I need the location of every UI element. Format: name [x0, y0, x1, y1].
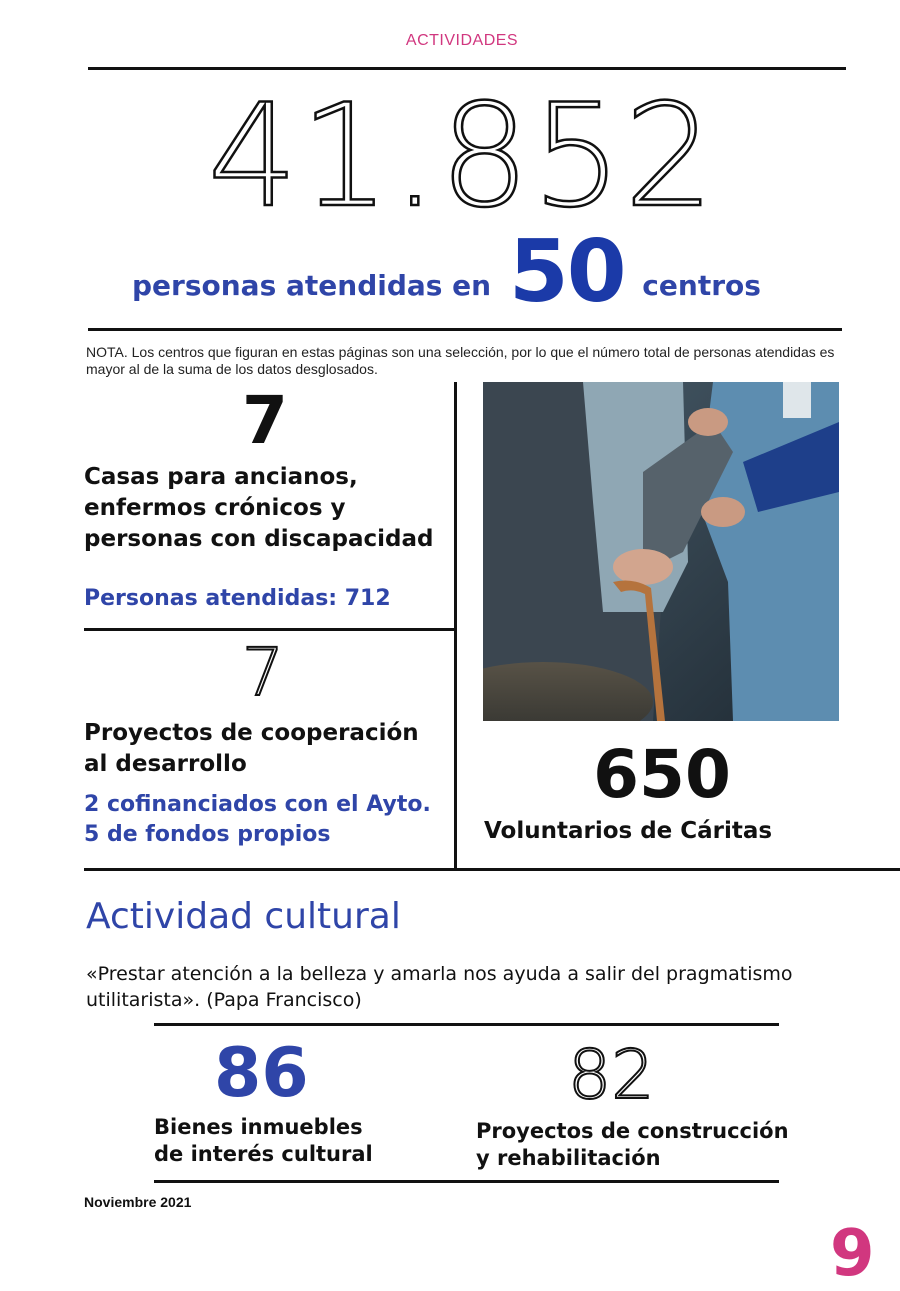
- centers-number: 50: [508, 222, 625, 322]
- heritage-number: 86: [214, 1034, 309, 1113]
- houses-title-line: enfermos crónicos y: [84, 495, 346, 521]
- culture-top-rule: [154, 1023, 779, 1026]
- heritage-label-line: Bienes inmuebles: [154, 1115, 363, 1139]
- volunteers-number: 650: [593, 736, 731, 813]
- projects-number: 82: [568, 1036, 655, 1115]
- culture-quote: [86, 961, 846, 1013]
- quote-line: utilitarista». (Papa Francisco): [86, 989, 362, 1011]
- projects-label: [476, 1118, 789, 1172]
- footer-date: Noviembre 2021: [84, 1194, 192, 1210]
- cooperation-title-line: Proyectos de cooperación: [84, 720, 419, 746]
- page-number: 9: [830, 1217, 875, 1291]
- projects-label-line: Proyectos de construcción: [476, 1119, 789, 1143]
- volunteers-label: Voluntarios de Cáritas: [484, 818, 773, 844]
- houses-title-line: personas con discapacidad: [84, 526, 434, 552]
- cooperation-number: 7: [242, 634, 284, 711]
- cooperation-detail-line: 5 de fondos propios: [84, 822, 331, 847]
- header-rule: [88, 67, 846, 70]
- block-divider: [84, 628, 456, 631]
- culture-title: Actividad cultural: [86, 896, 401, 937]
- houses-title-line: Casas para ancianos,: [84, 464, 358, 490]
- elderly-care-photo: [483, 382, 839, 721]
- people-attended-subtitle: [132, 222, 832, 322]
- subtitle-after: centros: [642, 269, 761, 302]
- section-label: ACTIVIDADES: [405, 32, 519, 49]
- subtitle-rule: [88, 328, 842, 331]
- heritage-label: [154, 1114, 373, 1168]
- culture-bottom-rule: [154, 1180, 779, 1183]
- photo-illustration: [483, 382, 839, 721]
- total-people-number: 41.852: [207, 74, 717, 239]
- note-text: NOTA. Los centros que figuran en estas páginas son una selección, por lo que el número total de personas atendidas es mayor al de la suma de los datos desglosados.: [86, 344, 835, 377]
- houses-detail: Personas atendidas: 712: [84, 586, 391, 611]
- projects-label-line: y rehabilitación: [476, 1146, 661, 1170]
- houses-number: 7: [242, 382, 288, 459]
- subtitle-before: personas atendidas en: [132, 269, 492, 302]
- cooperation-title: [84, 718, 456, 780]
- cooperation-title-line: al desarrollo: [84, 751, 247, 777]
- grid-bottom-rule: [84, 868, 900, 871]
- cooperation-detail-line: 2 cofinanciados con el Ayto.: [84, 792, 431, 817]
- heritage-label-line: de interés cultural: [154, 1142, 373, 1166]
- quote-line: «Prestar atención a la belleza y amarla nos ayuda a salir del pragmatismo: [86, 963, 793, 985]
- houses-title: [84, 462, 456, 555]
- cooperation-detail: [84, 790, 456, 850]
